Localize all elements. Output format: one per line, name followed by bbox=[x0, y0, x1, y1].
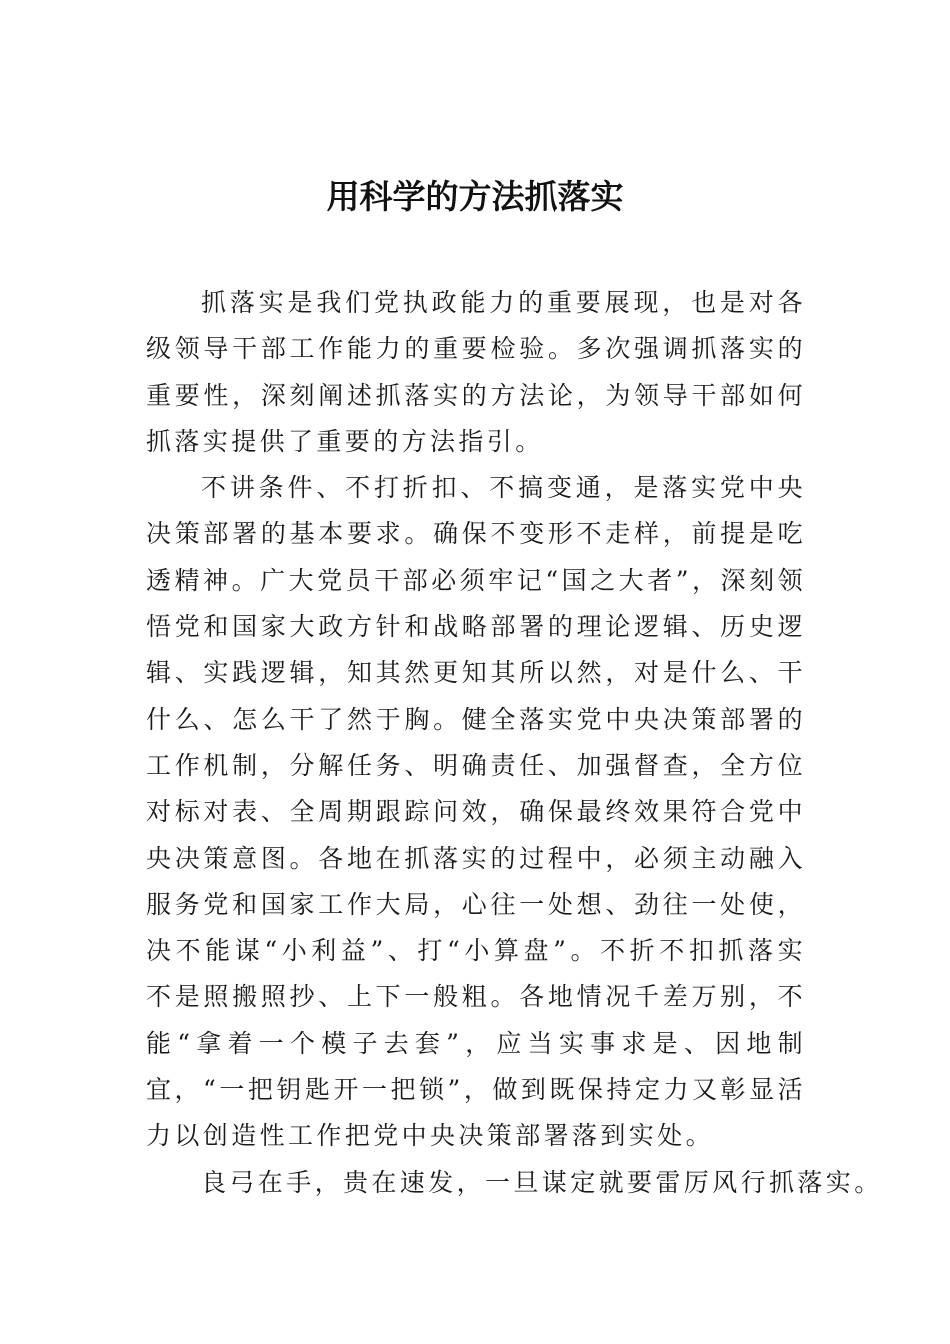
paragraph-2: 不讲条件、不打折扣、不搞变通，是落实党中央决策部署的基本要求。确保不变形不走样，前提是吃透精神。广大党员干部必须牢记“国之大者”，深刻领悟党和国家大政方针和战略部署的理论逻辑、历史逻辑、实践逻辑，知其然更知其所以然，对是什么、干什么、怎么干了然于胸。健全落实党中央决策部署的工作机制，分解任务、明确责任、加强督查，全方位对标对表、全周期跟踪问效，确保最终效果符合党中央决策意图。各地在抓落实的过程中，必须主动融入服务党和国家工作大局，心往一处想、劲往一处使，决不能谋“小利益”、打“小算盘”。不折不扣抓落实不是照搬照抄、上下一般粗。各地情况千差万别，不能“拿着一个模子去套”，应当实事求是、因地制宜，“一把钥匙开一把锁”，做到既保持定力又彰显活力以创造性工作把党中央决策部署落到实处。 bbox=[146, 473, 806, 1151]
document-title: 用科学的方法抓落实 bbox=[326, 177, 624, 216]
paragraph-3: 良弓在手，贵在速发，一旦谋定就要雷厉风行抓落实。 bbox=[201, 1167, 883, 1197]
paragraph-1: 抓落实是我们党执政能力的重要展现，也是对各级领导干部工作能力的重要检验。多次强调抓落实的重要性，深刻阐述抓落实的方法论，为领导干部如何抓落实提供了重要的方法指引。 bbox=[146, 288, 806, 456]
document-body bbox=[146, 280, 883, 1206]
